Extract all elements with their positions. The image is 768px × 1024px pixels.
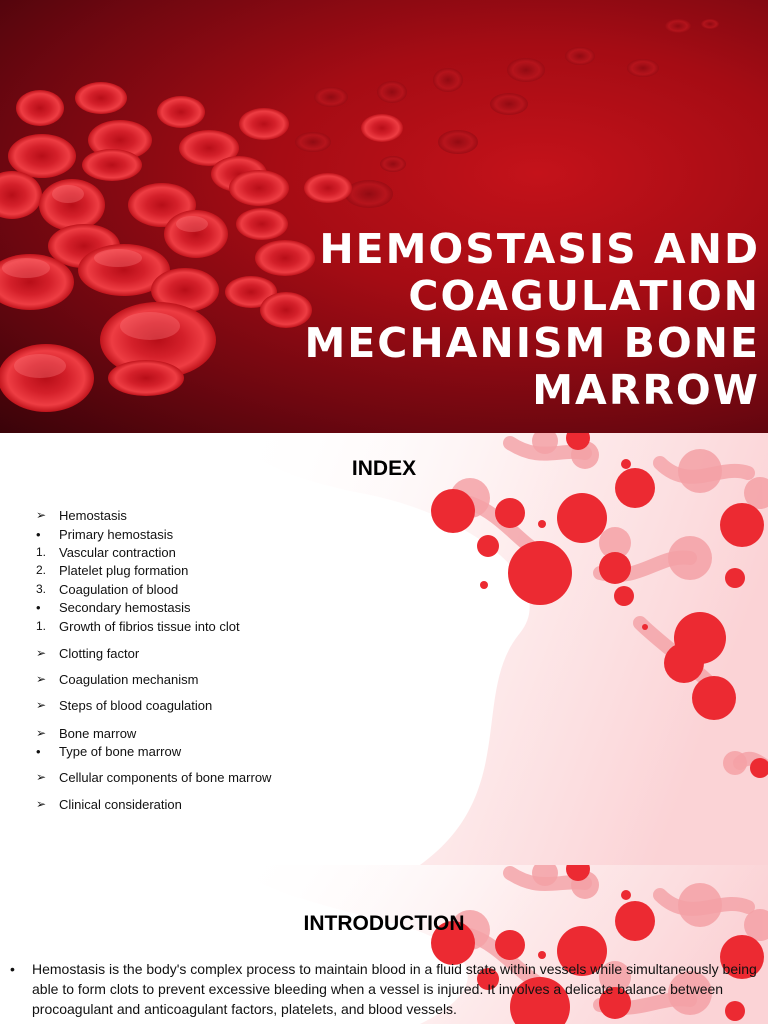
index-item-label: Type of bone marrow [59, 744, 182, 759]
arrow-bullet-icon: ➢ [36, 797, 47, 811]
arrow-bullet-icon: ➢ [36, 672, 47, 686]
arrow-bullet-icon: ➢ [36, 770, 47, 784]
index-item-label: Primary hemostasis [59, 527, 174, 542]
index-item-label: Hemostasis [59, 508, 127, 523]
list-number: 1. [36, 619, 47, 633]
index-item-label: Platelet plug formation [59, 563, 189, 578]
dot-bullet-icon: • [36, 744, 41, 759]
index-item-label: Vascular contraction [59, 545, 176, 560]
list-number: 2. [36, 563, 47, 577]
index-item-label: Growth of fibrios tissue into clot [59, 619, 240, 634]
index-item-label: Clinical consideration [59, 797, 182, 812]
index-heading: INDEX [351, 457, 417, 480]
list-number: 1. [36, 545, 47, 559]
arrow-bullet-icon: ➢ [36, 508, 47, 522]
dot-bullet-icon: • [36, 600, 41, 615]
introduction-slide [0, 865, 768, 1024]
arrow-bullet-icon: ➢ [36, 698, 47, 712]
dot-bullet-icon: • [36, 527, 41, 542]
arrow-bullet-icon: ➢ [36, 726, 47, 740]
introduction-paragraph: Hemostasis is the body's complex process to maintain blood in a fluid state within vessels while simultaneously being able to form clots to prevent excessive bleeding when a vessel is injured. It involves a delicate balance between procoagulant and anticoagulant factors, platelets, and blood vessels. [32, 961, 757, 1017]
index-item-label: Steps of blood coagulation [59, 698, 213, 713]
introduction-heading: INTRODUCTION [303, 912, 465, 935]
index-item-label: Bone marrow [59, 726, 137, 741]
index-item-label: Coagulation of blood [59, 582, 179, 597]
index-item-label: Clotting factor [59, 646, 140, 661]
presentation-title: HEMOSTASIS AND COAGULATION MECHANISM BONE MARROW [304, 225, 760, 414]
index-item-label: Coagulation mechanism [59, 672, 199, 687]
list-number: 3. [36, 582, 47, 596]
index-item-label: Secondary hemostasis [59, 600, 191, 615]
index-slide [0, 433, 768, 865]
arrow-bullet-icon: ➢ [36, 646, 47, 660]
dot-bullet-icon: • [10, 961, 15, 977]
title-slide [0, 0, 768, 433]
index-item-label: Cellular components of bone marrow [59, 770, 272, 785]
